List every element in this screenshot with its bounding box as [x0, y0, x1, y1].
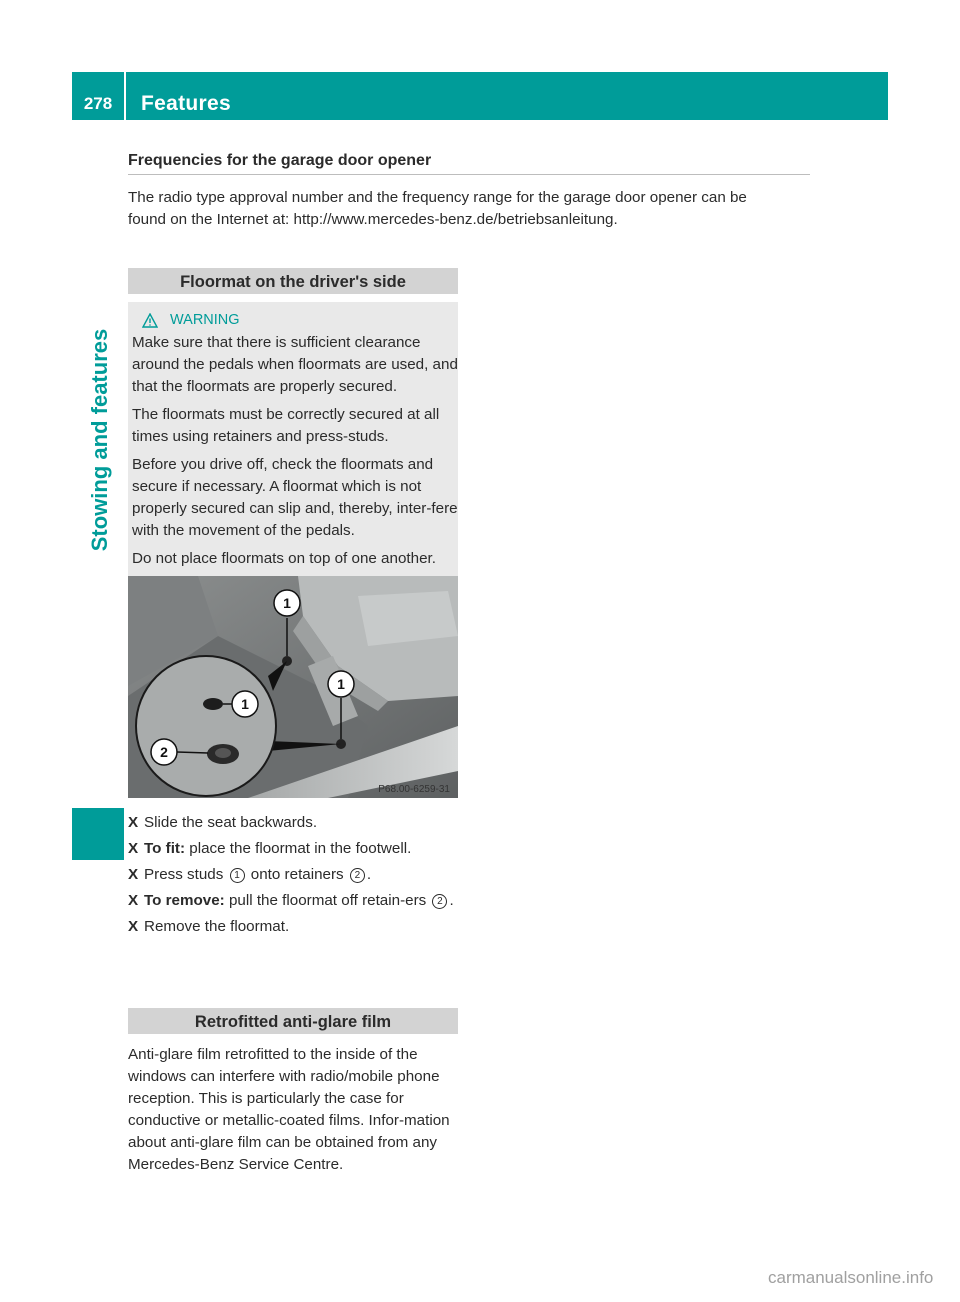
header-divider	[124, 72, 126, 120]
svg-text:1: 1	[283, 595, 291, 611]
section-floormat	[128, 268, 458, 578]
callout-label-2	[151, 739, 177, 765]
step-item	[128, 890, 458, 912]
step-label: To fit:	[144, 840, 186, 857]
section-heading: Retrofitted anti-glare film	[128, 1008, 458, 1034]
warning-paragraph: The floormats must be correctly secured at all times using retainers and press-studs.	[132, 406, 440, 445]
section-heading: Floormat on the driver's side	[128, 268, 458, 294]
step-marker: X	[128, 866, 139, 883]
step-text: .	[449, 892, 454, 909]
step-item	[128, 864, 458, 886]
step-text: pull the floormat off retain-ers	[224, 892, 431, 909]
reference-number-badge: 2	[432, 894, 447, 909]
step-item	[128, 812, 458, 834]
warning-triangle-icon	[142, 313, 158, 328]
warning-title-text: WARNING	[170, 312, 240, 328]
figure-code: P68.00-6259-31	[378, 784, 450, 795]
callout-label-1	[232, 691, 258, 717]
reference-number-badge: 2	[350, 868, 365, 883]
step-label: To remove:	[144, 892, 225, 909]
instruction-steps	[128, 812, 458, 942]
step-text: onto retainers	[246, 866, 348, 883]
floormat-photo	[128, 576, 458, 798]
step-text: .	[366, 866, 372, 883]
step-marker: X	[128, 918, 139, 935]
reference-number-badge: 1	[230, 868, 245, 883]
floormat-illustration	[128, 576, 458, 798]
body-line: found on the Internet at: http://www.mercedes-benz.de/betriebsanleitung.	[128, 211, 618, 228]
step-marker: X	[128, 840, 139, 857]
svg-text:1: 1	[241, 696, 249, 712]
page-number: 278	[83, 94, 113, 113]
warning-title	[142, 310, 458, 330]
side-tab-marker	[72, 808, 124, 860]
section-antiglare	[128, 1008, 458, 1176]
warning-paragraph: Do not place floormats on top of one another.	[132, 550, 436, 567]
svg-text:2: 2	[160, 744, 168, 760]
section-body	[128, 187, 810, 231]
section-heading: Frequencies for the garage door opener	[128, 152, 810, 175]
callout-label-1	[274, 590, 300, 616]
step-text: Slide the seat backwards.	[144, 814, 318, 831]
svg-text:1: 1	[337, 676, 345, 692]
step-marker: X	[128, 892, 139, 909]
step-text: Press studs	[144, 866, 228, 883]
step-item	[128, 838, 458, 860]
watermark: carmanualsonline.info	[768, 1268, 934, 1287]
warning-paragraph: Make sure that there is sufficient clearance around the pedals when floormats are used, and that the floormats are properly secured.	[132, 334, 458, 395]
side-section-label: Stowing and features	[87, 328, 112, 552]
step-item	[128, 916, 458, 938]
step-text: Remove the floormat.	[144, 918, 290, 935]
step-marker: X	[128, 814, 139, 831]
warning-paragraph: Before you drive off, check the floormats and secure if necessary. A floormat which is not properly secured can slip and, thereby, inter-fere with the movement of the pedals.	[132, 456, 458, 539]
section-body: Anti-glare film retrofitted to the inside of the windows can interfere with radio/mobile phone reception. This is particularly the case for conductive or metallic-coated films. Infor-mation about anti-glare film can be obtained from any Mercedes-Benz Service Centre.	[128, 1046, 450, 1173]
body-line: The radio type approval number and the frequency range for the garage door opener can be	[128, 189, 747, 206]
callout-label-1	[328, 671, 354, 697]
warning-box	[128, 302, 458, 578]
step-text: place the floormat in the footwell.	[185, 840, 412, 857]
section-frequencies	[128, 152, 810, 231]
chapter-title: Features	[141, 92, 231, 115]
